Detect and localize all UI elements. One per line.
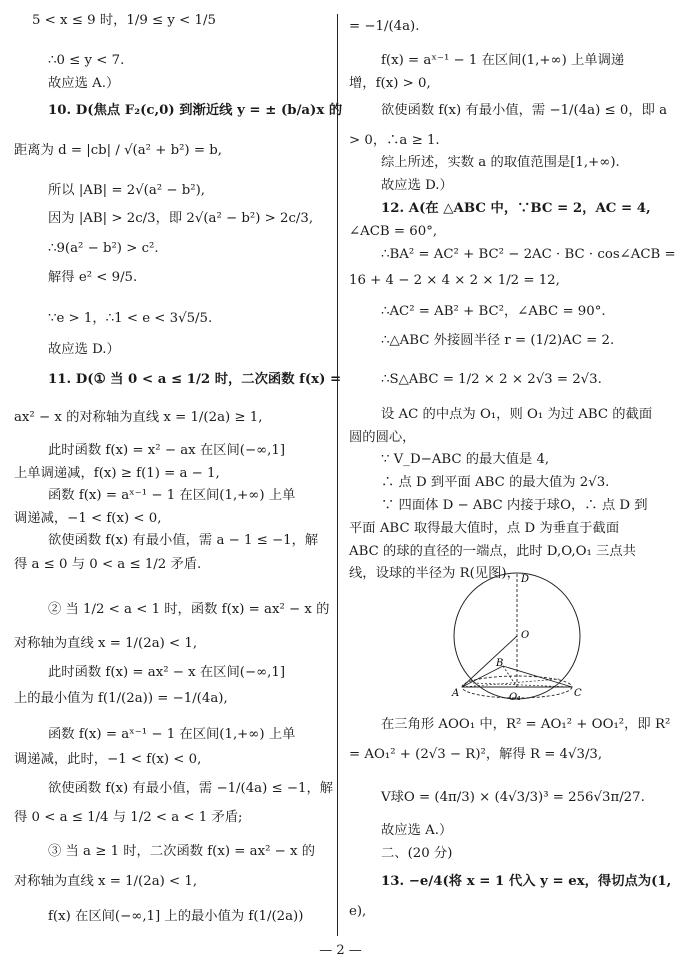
text-line: 所以 |AB| = 2√(a² − b²), xyxy=(48,183,205,198)
text-line: 设 AC 的中点为 O₁，则 O₁ 为过 ABC 的截面 xyxy=(381,407,653,422)
text-line: 故应选 A.） xyxy=(381,823,453,838)
sphere-diagram xyxy=(443,571,591,709)
text-line: ∴AC² = AB² + BC²，∠ABC = 90°. xyxy=(381,304,606,319)
label-A: A xyxy=(452,688,460,699)
text-line: 增，f(x) > 0, xyxy=(349,76,431,91)
text-line: 上的最小值为 f(1/(2a)) = −1/(4a), xyxy=(14,691,228,706)
text-line: 因为 |AB| > 2c/3，即 2√(a² − b²) > 2c/3, xyxy=(48,211,314,226)
text-line: 欲使函数 f(x) 有最小值，需 −1/(4a) ≤ 0，即 a xyxy=(381,103,668,118)
text-line: > 0，∴a ≥ 1. xyxy=(349,133,440,148)
text-line: 此时函数 f(x) = x² − ax 在区间(−∞,1] xyxy=(48,443,286,458)
label-D: D xyxy=(521,574,530,585)
text-line: V球O = (4π/3) × (4√3/3)³ = 256√3π/27. xyxy=(381,790,645,805)
text-line: 在三角形 AOO₁ 中，R² = AO₁² + OO₁²，即 R² xyxy=(381,717,671,732)
label-B: B xyxy=(496,658,504,669)
question-12-line: 12. A(在 △ABC 中，∵BC = 2，AC = 4, xyxy=(381,201,651,216)
text-line: ∵ 四面体 D − ABC 内接于球O，∴ 点 D 到 xyxy=(381,498,648,513)
text-line: 二、(20 分) xyxy=(381,846,453,861)
text-line: ∴BA² = AC² + BC² − 2AC · BC · cos∠ACB = xyxy=(381,247,676,262)
label-C: C xyxy=(574,688,582,699)
text-line: ∵e > 1，∴1 < e < 3√5/5. xyxy=(48,311,213,326)
radius-line xyxy=(462,636,517,687)
text-line: 线，设球的半径为 R(见图)， xyxy=(349,566,520,581)
page-number: — 2 — xyxy=(319,943,362,958)
text-line: ∴ 点 D 到平面 ABC 的最大值为 2√3. xyxy=(381,475,610,490)
question-13-line: 13. −e/4(将 x = 1 代入 y = ex，得切点为(1, xyxy=(381,874,672,889)
question-11-line: 11. D(① 当 0 < a ≤ 1/2 时，二次函数 f(x) = xyxy=(48,372,342,387)
text-line: = −1/(4a). xyxy=(349,19,420,34)
text-line: 16 + 4 − 2 × 4 × 2 × 1/2 = 12, xyxy=(349,273,560,288)
text-line: 函数 f(x) = aˣ⁻¹ − 1 在区间(1,+∞) 上单 xyxy=(48,727,296,742)
text-line: 平面 ABC 取得最大值时，点 D 为垂直于截面 xyxy=(349,521,620,536)
text-line: 综上所述，实数 a 的取值范围是[1,+∞). xyxy=(381,155,620,170)
text-line: 上单调递减，f(x) ≥ f(1) = a − 1, xyxy=(14,466,220,481)
text-line: ABC 的球的直径的一端点，此时 D,O,O₁ 三点共 xyxy=(349,544,636,559)
text-line: 故应选 A.） xyxy=(48,76,120,91)
text-line: 5 < x ≤ 9 时，1/9 ≤ y < 1/5 xyxy=(32,13,216,28)
text-line: 距离为 d = |cb| / √(a² + b²) = b, xyxy=(14,143,222,158)
text-line: 解得 e² < 9/5. xyxy=(48,270,138,285)
text-line: 圆的圆心， xyxy=(349,430,416,445)
text-line: ③ 当 a ≥ 1 时，二次函数 f(x) = ax² − x 的 xyxy=(48,844,316,859)
text-line: ∴9(a² − b²) > c². xyxy=(48,241,159,256)
text-line: 对称轴为直线 x = 1/(2a) < 1, xyxy=(14,636,198,651)
hatch-line xyxy=(462,679,559,687)
text-line: 调递减，−1 < f(x) < 0, xyxy=(14,511,162,526)
text-line: ∠ACB = 60°, xyxy=(349,224,438,239)
text-line: ax² − x 的对称轴为直线 x = 1/(2a) ≥ 1, xyxy=(14,410,263,425)
text-line: 对称轴为直线 x = 1/(2a) < 1, xyxy=(14,874,198,889)
text-line: 得 a ≤ 0 与 0 < a ≤ 1/2 矛盾. xyxy=(14,557,202,572)
text-line: 故应选 D.） xyxy=(48,342,120,357)
label-O: O xyxy=(521,630,530,641)
text-line: 欲使函数 f(x) 有最小值，需 a − 1 ≤ −1，解 xyxy=(48,533,319,548)
text-line: 调递减，此时，−1 < f(x) < 0, xyxy=(14,752,202,767)
text-line: 函数 f(x) = aˣ⁻¹ − 1 在区间(1,+∞) 上单 xyxy=(48,488,296,503)
text-line: 此时函数 f(x) = ax² − x 在区间(−∞,1] xyxy=(48,665,286,680)
text-line: f(x) 在区间(−∞,1] 上的最小值为 f(1/(2a)) xyxy=(48,909,304,924)
text-line: ② 当 1/2 < a < 1 时，函数 f(x) = ax² − x 的 xyxy=(48,602,330,617)
text-line: f(x) = aˣ⁻¹ − 1 在区间(1,+∞) 上单调递 xyxy=(381,53,625,68)
question-10-line: 10. D(焦点 F₂(c,0) 到渐近线 y = ± (b/a)x 的 xyxy=(48,103,343,118)
text-line: 得 0 < a ≤ 1/4 与 1/2 < a < 1 矛盾; xyxy=(14,810,243,825)
text-line: e), xyxy=(349,904,367,919)
column-divider xyxy=(337,14,338,936)
label-O1: O₁ xyxy=(509,692,522,703)
text-line: ∴S△ABC = 1/2 × 2 × 2√3 = 2√3. xyxy=(381,372,602,387)
text-line: = AO₁² + (2√3 − R)²，解得 R = 4√3/3, xyxy=(349,747,603,762)
text-line: 欲使函数 f(x) 有最小值，需 −1/(4a) ≤ −1，解 xyxy=(48,781,334,796)
text-line: ∵ V_D−ABC 的最大值是 4, xyxy=(381,452,550,467)
text-line: ∴0 ≤ y < 7. xyxy=(48,53,125,68)
text-line: ∴△ABC 外接圆半径 r = (1/2)AC = 2. xyxy=(381,333,615,348)
segment-BC xyxy=(503,666,572,687)
text-line: 故应选 D.） xyxy=(381,178,453,193)
